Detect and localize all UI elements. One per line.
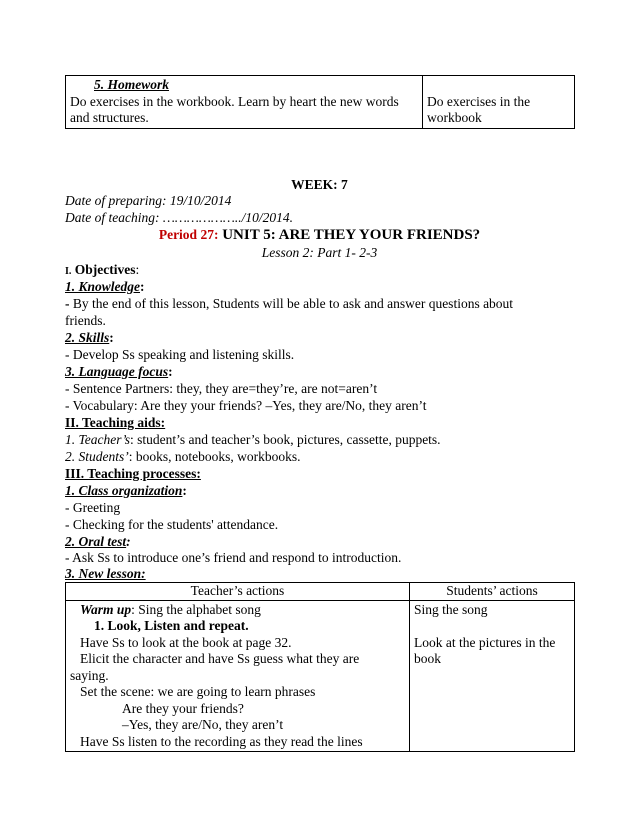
class-organization-heading [65,483,187,500]
skills-heading [65,330,114,347]
knowledge-colon: : [140,279,145,294]
oral-test-heading [65,534,131,551]
language-focus-line1: - Sentence Partners: they, they are=they’re, are not=aren’t [65,381,378,396]
language-focus-heading [65,364,173,381]
date-preparing: Date of preparing: 19/10/2014 [65,193,232,208]
knowledge-text1: By the end of this lesson, Students will be able to ask and answer questions about [69,296,514,311]
date-teaching: Date of teaching: ………………../10/2014. [65,210,293,225]
oral-test-colon: : [126,534,131,549]
student-line-look2: book [414,651,441,666]
warmup-line [70,602,405,619]
new-lesson-heading: 3. New lesson: [65,566,146,581]
homework-left-cell [66,76,423,129]
teacher-aids-text: : student’s and teacher’s book, pictures, cassette, puppets. [130,432,441,447]
teacher-aids-label: 1. Teacher’s [65,432,131,447]
skills-label: 2. Skills [65,330,110,345]
lesson-subtitle: Lesson 2: Part 1- 2-3 [261,245,378,260]
teacher-actions-cell [66,600,410,752]
period-label: Period 27: [158,227,219,242]
knowledge-line1 [65,296,513,313]
actions-table [65,582,575,752]
knowledge-heading [65,279,145,296]
teacher-line-listen: Have Ss listen to the recording as they read the lines [80,733,363,749]
warmup-label: Warm up [80,601,132,617]
knowledge-dash: - [65,296,70,311]
students-aids-label: 2. Students’ [65,449,129,464]
language-focus-line2: - Vocabulary: Are they your friends? –Yes, they are/No, they aren’t [65,398,427,413]
teaching-aids-teacher [65,432,441,449]
unit-title: UNIT 5: ARE THEY YOUR FRIENDS? [218,227,481,243]
actions-header-row [66,583,575,601]
skills-line1: - Develop Ss speaking and listening skills. [65,347,295,362]
class-organization-colon: : [182,483,187,498]
teacher-line-book: Have Ss to look at the book at page 32. [80,634,292,650]
homework-row [66,76,575,129]
student-line-look1: Look at the pictures in the [414,634,556,650]
oral-test-line: - Ask Ss to introduce one’s friend and respond to introduction. [65,550,402,565]
teacher-line-saying: saying. [70,667,109,683]
objectives-num: I. [65,266,72,277]
objectives-label: Objectives [71,262,136,277]
knowledge-line2: friends. [65,313,106,328]
students-actions-cell [410,600,575,752]
students-aids-text: : books, notebooks, workbooks. [128,449,301,464]
language-focus-colon: : [168,364,173,379]
teaching-aids-students [65,449,301,466]
look-listen-heading: 1. Look, Listen and repeat. [94,618,249,633]
homework-title: 5. Homework [94,77,170,92]
teacher-line-elicit: Elicit the character and have Ss guess what they are [80,651,360,666]
teacher-line-answer: –Yes, they are/No, they aren’t [122,717,284,732]
knowledge-label: 1. Knowledge [65,279,141,294]
teacher-line-scene: Set the scene: we are going to learn phrases [80,684,316,699]
class-organization-label: 1. Class organization [65,483,183,498]
student-line-sing: Sing the song [414,601,488,617]
greeting-line: - Greeting [65,500,121,515]
oral-test-label: 2. Oral test [65,534,127,549]
language-focus-label: 3. Language focus [65,364,169,379]
attendance-line: - Checking for the students' attendance. [65,517,279,532]
teacher-actions-header: Teacher’s actions [66,583,410,601]
homework-table [65,75,575,129]
objectives-heading [65,262,139,281]
skills-colon: : [109,330,114,345]
teaching-aids-heading: II. Teaching aids: [65,415,166,430]
period-title [65,227,574,244]
homework-left-text: Do exercises in the workbook. Learn by heart the new words and structures. [70,93,399,125]
actions-body-row [66,600,575,752]
week-heading: WEEK: 7 [291,177,348,192]
students-actions-header: Students’ actions [410,583,575,601]
teaching-processes-heading: III. Teaching processes: [65,466,201,481]
warmup-text: : Sing the alphabet song [131,601,261,617]
teacher-line-question: Are they your friends? [122,700,244,716]
homework-right-cell [423,76,575,129]
objectives-colon: : [135,262,140,277]
homework-right-text: Do exercises in the workbook [427,93,531,125]
